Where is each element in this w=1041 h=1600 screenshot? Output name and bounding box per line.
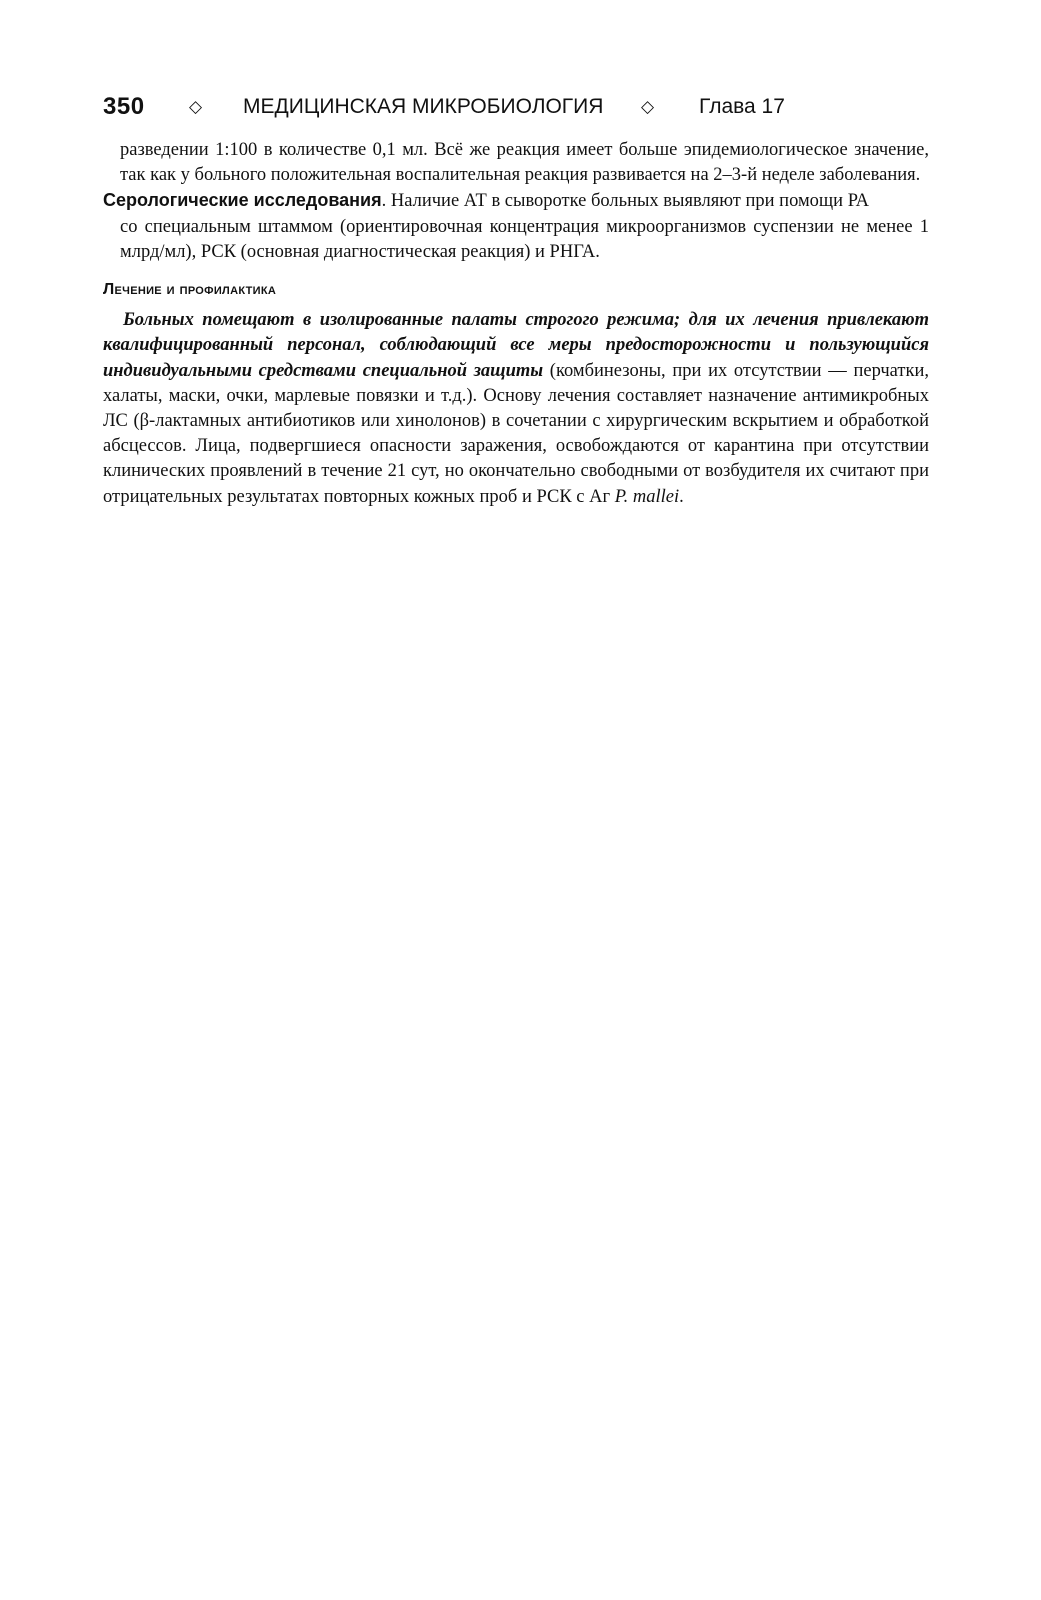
chapter-label: Глава 17 xyxy=(699,95,785,118)
book-title: МЕДИЦИНСКАЯ МИКРОБИОЛОГИЯ xyxy=(243,95,604,118)
diamond-separator-icon: ◇ xyxy=(189,97,203,116)
continued-paragraph: разведении 1:100 в количестве 0,1 мл. Всё же реакция имеет больше эпидемиологическое значение, так как у больного положительная воспалительная реакция развивается на 2–3-й неделе заболевания. xyxy=(120,140,929,186)
running-header xyxy=(103,93,943,125)
treatment-emphasis: Больных помещают в изолированные палаты строгого режима; для их лечения привлекают квалифицированный персонал, соблюдающий все меры предосторожности и пользующийся индивидуальными средствами специальной защиты xyxy=(103,310,929,381)
serology-paragraph xyxy=(103,188,929,265)
diamond-separator-icon: ◇ xyxy=(641,97,655,116)
serology-text-first: . Наличие АТ в сыворотке больных выявляют при помощи РА xyxy=(381,191,869,212)
treatment-paragraph xyxy=(103,308,929,510)
page-number: 350 xyxy=(103,93,145,120)
species-name: P. mallei xyxy=(614,486,680,507)
serology-heading: Серологические исследования xyxy=(103,190,382,211)
page-body xyxy=(103,138,929,510)
serology-text-rest: со специальным штаммом (ориентировочная концентрация микроорганизмов суспензии не менее 1 млрд/мл), РСК (основная диагностическая реакция) и РНГА. xyxy=(120,216,929,262)
section-heading-treatment: Лечение и профилактика xyxy=(103,281,277,299)
treatment-body: (комбинезоны, при их отсутствии — перчатки, халаты, маски, очки, марлевые повязки и т.д.). Основу лечения составляет назначение антимикробных ЛС (β-лактамных антибиотиков или хинолонов) в сочетании с хирургическим вскрытием и обработкой абсцессов. Лица, подвергшиеся опасности заражения, освобождаются от карантина при отсутствии клинических проявлений в течение 21 сут, но окончательно свободными от возбудителя их считают при отрицательных результатах повторных кожных проб и РСК с Аг xyxy=(103,360,929,507)
treatment-end: . xyxy=(679,486,684,507)
